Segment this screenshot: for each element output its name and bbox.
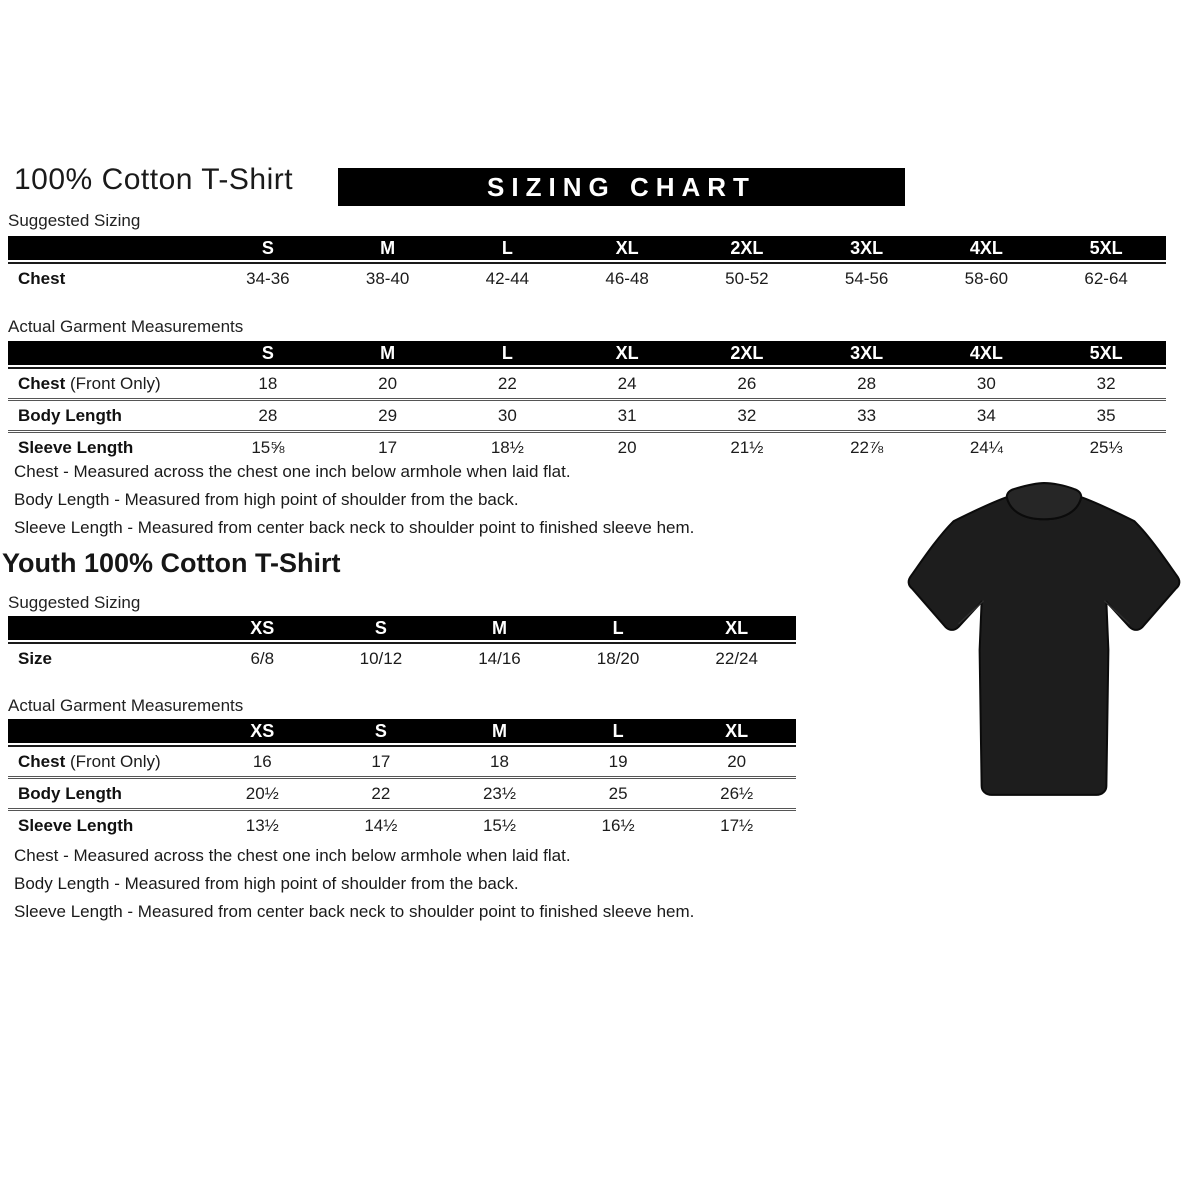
- measurement-cell: 35: [1046, 398, 1166, 430]
- measurement-cell: 22: [448, 367, 568, 398]
- measurement-cell: 22/24: [677, 642, 796, 673]
- table-row: [8, 398, 1166, 430]
- measurement-cell: 22⅞: [807, 430, 927, 462]
- youth-actual-measurements-label: Actual Garment Measurements: [8, 696, 244, 715]
- measurement-cell: 14/16: [440, 642, 559, 673]
- measurement-cell: 28: [208, 398, 328, 430]
- black-tshirt-image: [893, 473, 1195, 815]
- adult-note-chest: Chest - Measured across the chest one inch below armhole when laid flat.: [14, 462, 571, 481]
- adult-actual-measurements-table: [8, 341, 1166, 462]
- size-column-header: XS: [203, 616, 322, 642]
- measurement-cell: 17½: [677, 808, 796, 840]
- row-label: Chest: [8, 262, 208, 293]
- youth-suggested-sizing-label: Suggested Sizing: [8, 593, 141, 612]
- measurement-cell: 14½: [322, 808, 441, 840]
- measurement-cell: 46-48: [567, 262, 687, 293]
- size-column-header: 2XL: [687, 341, 807, 367]
- size-column-header: 4XL: [927, 236, 1047, 262]
- measurement-cell: 34: [927, 398, 1047, 430]
- measurement-cell: 10/12: [322, 642, 441, 673]
- measurement-cell: 24¼: [927, 430, 1047, 462]
- measurement-cell: 15⅝: [208, 430, 328, 462]
- size-column-header: M: [440, 719, 559, 745]
- size-column-header: L: [448, 341, 568, 367]
- measurement-cell: 18: [208, 367, 328, 398]
- measurement-cell: 13½: [203, 808, 322, 840]
- youth-section-title: Youth 100% Cotton T-Shirt: [2, 548, 341, 578]
- measurement-cell: 15½: [440, 808, 559, 840]
- measurement-cell: 16½: [559, 808, 678, 840]
- size-column-header: XS: [203, 719, 322, 745]
- measurement-cell: 62-64: [1046, 262, 1166, 293]
- size-column-header: 5XL: [1046, 236, 1166, 262]
- measurement-cell: 34-36: [208, 262, 328, 293]
- size-column-header: L: [559, 719, 678, 745]
- row-label: Chest (Front Only): [8, 745, 203, 776]
- measurement-cell: 50-52: [687, 262, 807, 293]
- row-label: Body Length: [8, 776, 203, 808]
- measurement-cell: 20: [567, 430, 687, 462]
- youth-actual-measurements-table: [8, 719, 796, 840]
- size-column-header: 3XL: [807, 341, 927, 367]
- measurement-cell: 32: [1046, 367, 1166, 398]
- measurement-cell: 18: [440, 745, 559, 776]
- measurement-cell: 54-56: [807, 262, 927, 293]
- size-column-header: M: [328, 236, 448, 262]
- measurement-cell: 25⅓: [1046, 430, 1166, 462]
- header-row: [8, 719, 796, 745]
- measurement-cell: 20: [328, 367, 448, 398]
- row-label: Body Length: [8, 398, 208, 430]
- measurement-cell: 16: [203, 745, 322, 776]
- size-column-header: L: [448, 236, 568, 262]
- adult-measurement-notes: [14, 458, 694, 542]
- table-row: [8, 642, 796, 673]
- measurement-cell: 19: [559, 745, 678, 776]
- measurement-cell: 23½: [440, 776, 559, 808]
- header-row: [8, 236, 1166, 262]
- size-column-header: XL: [677, 719, 796, 745]
- measurement-cell: 58-60: [927, 262, 1047, 293]
- tshirt-body-shape: [909, 497, 1180, 795]
- header-row: [8, 341, 1166, 367]
- measurement-cell: 18/20: [559, 642, 678, 673]
- size-column-header: S: [322, 616, 441, 642]
- tshirt-collar-shape: [1007, 483, 1081, 519]
- measurement-cell: 31: [567, 398, 687, 430]
- size-column-header: S: [208, 236, 328, 262]
- measurement-cell: 25: [559, 776, 678, 808]
- size-column-header: S: [322, 719, 441, 745]
- measurement-cell: 20: [677, 745, 796, 776]
- measurement-cell: 30: [448, 398, 568, 430]
- table-row: [8, 808, 796, 840]
- row-label-header: [8, 341, 208, 367]
- measurement-cell: 20½: [203, 776, 322, 808]
- measurement-cell: 21½: [687, 430, 807, 462]
- size-column-header: S: [208, 341, 328, 367]
- table-row: [8, 745, 796, 776]
- table-row: [8, 776, 796, 808]
- adult-suggested-sizing-table: [8, 236, 1166, 293]
- adult-note-body-length: Body Length - Measured from high point of shoulder from the back.: [14, 490, 519, 509]
- measurement-cell: 26½: [677, 776, 796, 808]
- sizing-chart-banner: SIZING CHART: [338, 168, 905, 206]
- size-column-header: XL: [677, 616, 796, 642]
- measurement-cell: 30: [927, 367, 1047, 398]
- row-label: Size: [8, 642, 203, 673]
- size-column-header: M: [328, 341, 448, 367]
- measurement-cell: 22: [322, 776, 441, 808]
- row-label: Sleeve Length: [8, 808, 203, 840]
- size-column-header: 4XL: [927, 341, 1047, 367]
- table-row: [8, 262, 1166, 293]
- size-column-header: 5XL: [1046, 341, 1166, 367]
- measurement-cell: 42-44: [448, 262, 568, 293]
- adult-suggested-sizing-label: Suggested Sizing: [8, 211, 141, 230]
- measurement-cell: 38-40: [328, 262, 448, 293]
- measurement-cell: 33: [807, 398, 927, 430]
- row-label: Chest (Front Only): [8, 367, 208, 398]
- measurement-cell: 17: [328, 430, 448, 462]
- measurement-cell: 18½: [448, 430, 568, 462]
- adult-actual-measurements-label: Actual Garment Measurements: [8, 317, 244, 336]
- measurement-cell: 29: [328, 398, 448, 430]
- measurement-cell: 17: [322, 745, 441, 776]
- youth-note-sleeve-length: Sleeve Length - Measured from center back neck to shoulder point to finished sleeve hem.: [14, 902, 695, 921]
- measurement-cell: 28: [807, 367, 927, 398]
- size-column-header: XL: [567, 236, 687, 262]
- size-column-header: 3XL: [807, 236, 927, 262]
- youth-note-body-length: Body Length - Measured from high point of shoulder from the back.: [14, 874, 519, 893]
- row-label-header: [8, 719, 203, 745]
- row-label: Sleeve Length: [8, 430, 208, 462]
- size-column-header: XL: [567, 341, 687, 367]
- row-label-header: [8, 236, 208, 262]
- youth-suggested-sizing-table: [8, 616, 796, 673]
- measurement-cell: 32: [687, 398, 807, 430]
- header-row: [8, 616, 796, 642]
- table-row: [8, 367, 1166, 398]
- adult-note-sleeve-length: Sleeve Length - Measured from center back neck to shoulder point to finished sleeve hem.: [14, 518, 695, 537]
- youth-measurement-notes: [14, 842, 694, 926]
- row-label-header: [8, 616, 203, 642]
- measurement-cell: 24: [567, 367, 687, 398]
- youth-note-chest: Chest - Measured across the chest one inch below armhole when laid flat.: [14, 846, 571, 865]
- measurement-cell: 6/8: [203, 642, 322, 673]
- size-column-header: L: [559, 616, 678, 642]
- size-column-header: 2XL: [687, 236, 807, 262]
- size-column-header: M: [440, 616, 559, 642]
- measurement-cell: 26: [687, 367, 807, 398]
- page-title: 100% Cotton T-Shirt: [14, 163, 294, 196]
